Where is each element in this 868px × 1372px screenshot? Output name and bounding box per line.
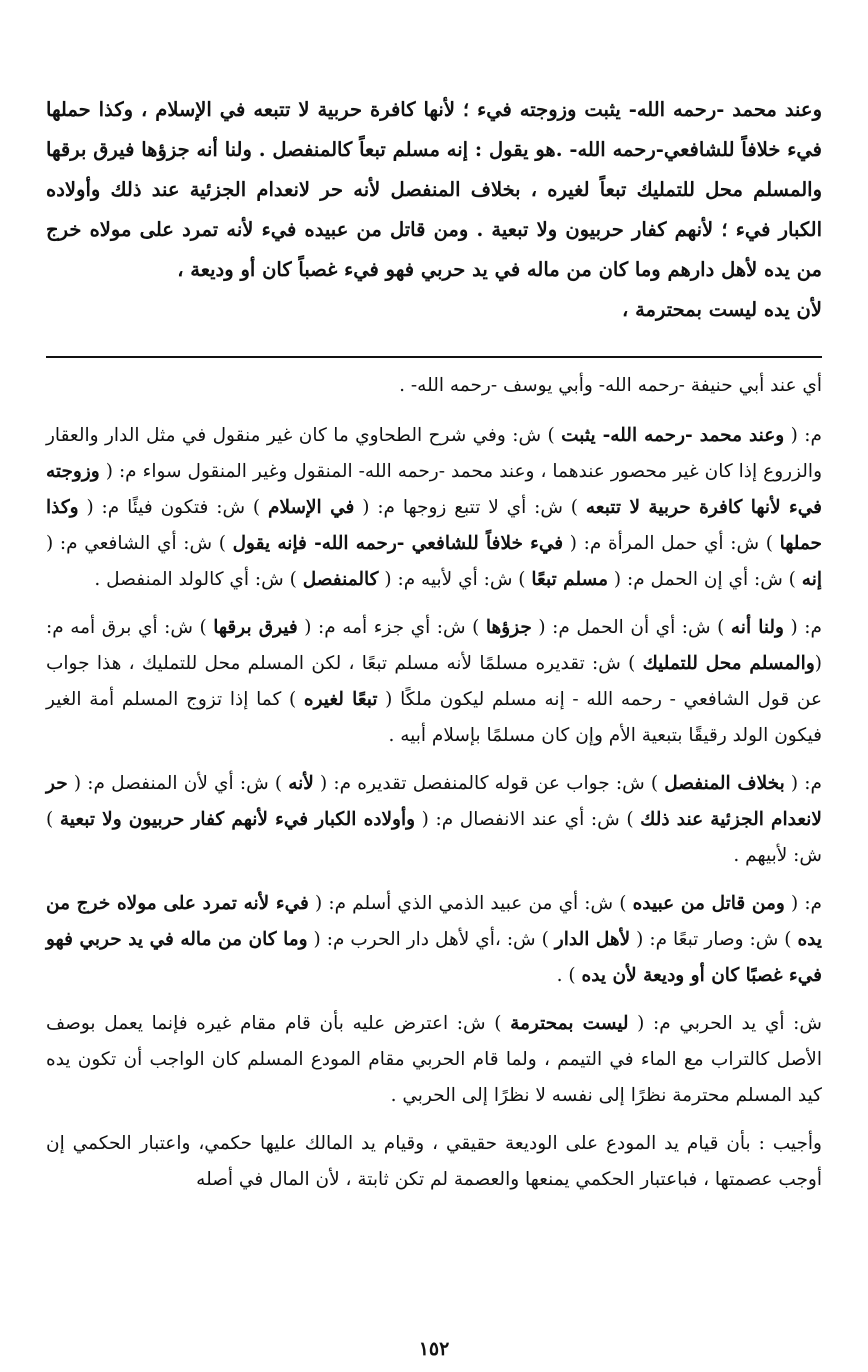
- commentary-paragraph-4: [46, 766, 822, 874]
- sharh-text: ) ش: أي أن الحمل م: (: [531, 617, 731, 638]
- sharh-text: ) ش: أي لأبيه م: (: [378, 569, 532, 590]
- sharh-text: ) ش: وفي شرح الطحاوي ما كان غير منقول في مثل الدار والعقار والزروع إذا كان غير محصور عندهما ، وعند محمد -رحمه الله- المنقول وغير المنقول سواء م: (: [46, 425, 822, 482]
- matn-quote-text: حر لانعدام الجزئية عند ذلك: [46, 773, 822, 830]
- matn-quote-text: لأهل الدار: [554, 929, 631, 950]
- sharh-text: ) كما إذا تزوج المسلم أمة الغير فيكون الولد رقيقًا بتبعية الأم وإن كان مسلمًا بإسلام أبيه .: [46, 689, 822, 746]
- matn-quote-text: ولنا أنه: [730, 617, 784, 638]
- sharh-text: ) ش: أي من عبيد الذمي الذي أسلم م: (: [308, 893, 633, 914]
- matn-quote-text: وعند محمد -رحمه الله- يثبت: [561, 425, 785, 446]
- sharh-text: ) ش: ،أي لأهل دار الحرب م: (: [307, 929, 555, 950]
- matn-quote-text: كالمنفصل: [302, 569, 379, 590]
- commentary-paragraph-2: [46, 418, 822, 598]
- matn-quote-text: بخلاف المنفصل: [664, 773, 785, 794]
- matn-quote-text: وما كان من ماله في يد حربي فهو فيء غصبًا كان أو وديعة لأن يده: [46, 929, 822, 986]
- matn-quote-text: إنه: [801, 569, 822, 590]
- matn-quote-text: لأنه: [288, 773, 314, 794]
- matn-quote-text: ومن قاتل من عبيده: [632, 893, 785, 914]
- matn-quote-text: وزوجته فيء لأنها كافرة حربية لا تتبعه: [46, 461, 822, 518]
- commentary-paragraph-7: وأجيب : بأن قيام يد المودع على الوديعة حقيقي ، وقيام يد المالك عليها حكمي، واعتبار الحكمي إن أوجب عصمتها ، فباعتبار الحكمي يمنعها والعصمة لم تكن ثابتة ، لأن المال في أصله: [46, 1133, 822, 1190]
- sharh-text: ) ش: أي الشافعي م: (: [46, 533, 233, 554]
- sharh-text: ) ش: أي جزء أمه م: (: [297, 617, 486, 638]
- matn-quote-text: فيرق برقها: [213, 617, 298, 638]
- matn-quote-text: تبعًا لغيره: [303, 689, 378, 710]
- sharh-text: ) ش: أي حمل المرأة م: (: [563, 533, 780, 554]
- sharh-text: م: (: [784, 893, 823, 914]
- commentary-paragraph-5: [46, 886, 822, 994]
- sharh-text: ) ش: أي لا تتبع زوجها م: (: [354, 497, 586, 518]
- matn-quote-text: وأولاده الكبار فيء لأنهم كفار حربيون ولا تبعية: [59, 809, 416, 830]
- sharh-text: م: (: [784, 617, 822, 638]
- sharh-text: م: (: [784, 425, 822, 446]
- main-text-block: [46, 90, 822, 330]
- sharh-text: ش: أي يد الحربي م: (: [628, 1013, 822, 1034]
- commentary-paragraph-6: [46, 1006, 822, 1114]
- sharh-text: ) ش: جواب عن قوله كالمنفصل تقديره م: (: [313, 773, 665, 794]
- sharh-text: م: (: [784, 773, 822, 794]
- matn-quote-text: وكذا حملها: [46, 497, 822, 554]
- matn-quote-text: جزؤها: [485, 617, 532, 638]
- matn-quote-text: فيء لأنه تمرد على مولاه خرج من يده: [46, 893, 823, 950]
- sharh-text: ) ش: وصار تبعًا م: (: [630, 929, 798, 950]
- sharh-text: ) ش: تقديره مسلمًا لأنه مسلم تبعًا ، لكن المسلم محل للتمليك ، هذا جواب عن قول الشافعي - رحمه الله - إنه مسلم ليكون ملكًا (: [46, 653, 822, 710]
- sharh-text: ) ش: أي كالولد المنفصل .: [94, 569, 303, 590]
- commentary-paragraph-3: [46, 610, 822, 754]
- book-page: [46, 90, 822, 1360]
- sharh-text: ) ش: أي عند الانفصال م: (: [415, 809, 641, 830]
- commentary-paragraph-1: أي عند أبي حنيفة -رحمه الله- وأبي يوسف -رحمه الله- .: [399, 375, 822, 396]
- sharh-text: ) ش: لأبيهم .: [46, 809, 822, 866]
- page-number: ١٥٢: [418, 1338, 450, 1360]
- sharh-text: ) .: [556, 965, 582, 986]
- sharh-text: ) ش: فتكون فيئًا م: (: [78, 497, 268, 518]
- footnote-separator-line: [46, 356, 822, 358]
- sharh-text: ) ش: اعترض عليه بأن قام مقام غيره فإنما يعمل بوصف الأصل كالتراب مع الماء في التيمم ، ولما قام الحربي مقام المودع المسلم كان الواجب أن تكون يده كيد المسلم محترمة نظرًا إلى نفسه لا نظرًا إلى الحربي .: [46, 1013, 822, 1106]
- matn-quote-text: فيء خلافاً للشافعي -رحمه الله- فإنه يقول: [232, 533, 564, 554]
- matn-quote-text: ليست بمحترمة: [510, 1013, 629, 1034]
- main-paragraph: وعند محمد -رحمه الله- يثبت وزوجته فيء ؛ لأنها كافرة حربية لا تتبعه في الإسلام ، وكذا حملها فيء خلافاً للشافعي-رحمه الله- .هو يقول : إنه مسلم تبعاً كالمنفصل . ولنا أنه جزؤها فيرق برقها والمسلم محل للتمليك تبعاً لغيره ، بخلاف المنفصل لأنه حر لانعدام الجزئية عند ذلك وأولاده الكبار فيء ؛ لأنهم كفار حربيون ولا تبعية . ومن قاتل من عبيده فيء لأنه تمرد على مولاه خرج من يده لأهل دارهم وما كان من ماله في يد حربي فهو فيء غصباً كان أو وديعة ،: [46, 98, 822, 281]
- matn-quote-text: والمسلم محل للتمليك: [642, 653, 815, 674]
- main-paragraph-last-line: لأن يده ليست بمحترمة ،: [622, 298, 822, 321]
- matn-quote-text: في الإسلام: [268, 497, 355, 518]
- sharh-text: ) ش: أي إن الحمل م: (: [608, 569, 802, 590]
- sharh-text: ) ش: أي برق أمه م: (: [46, 617, 822, 674]
- sharh-text: ) ش: أي لأن المنفصل م: (: [67, 773, 289, 794]
- matn-quote-text: مسلم تبعًا: [531, 569, 609, 590]
